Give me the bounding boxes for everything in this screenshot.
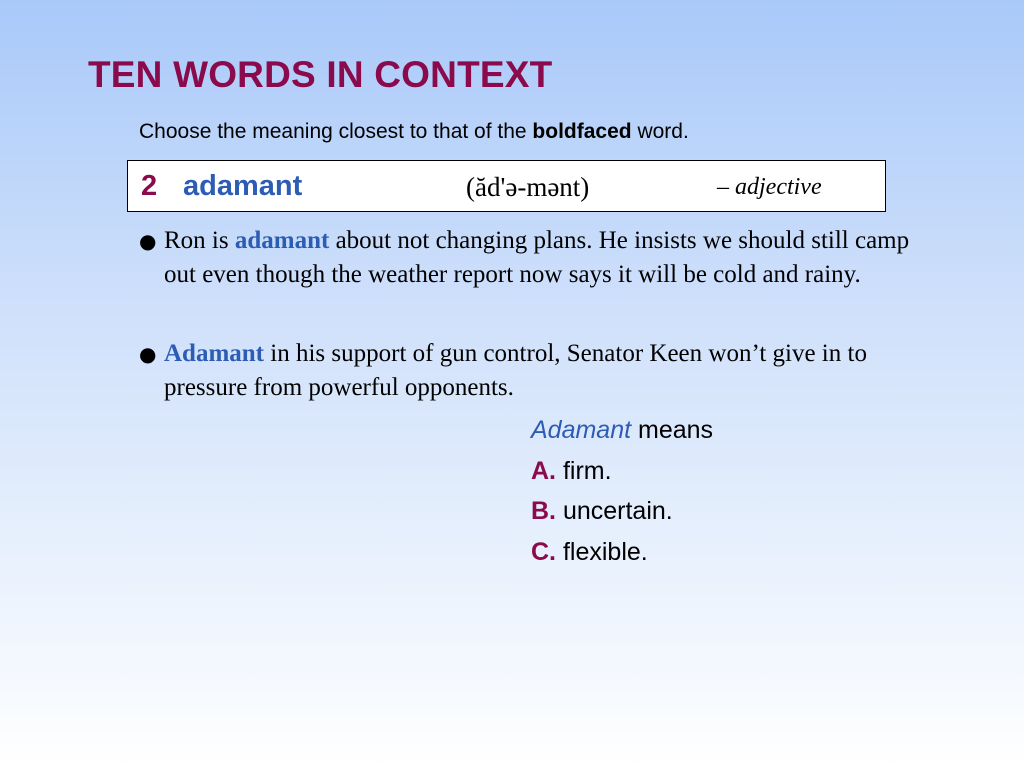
question-keyword: Adamant bbox=[531, 416, 632, 444]
answer-choices bbox=[531, 412, 713, 574]
option-c[interactable] bbox=[531, 534, 713, 575]
option-c-text: flexible. bbox=[562, 537, 648, 566]
word-term: adamant bbox=[183, 170, 303, 202]
option-c-letter: C. bbox=[531, 537, 556, 566]
example-1-after: about not changing plans. He insists we should still camp out even though the weather report now says it will be cold and rainy. bbox=[164, 227, 910, 288]
example-sentence-2 bbox=[139, 337, 919, 405]
question-text: means bbox=[631, 416, 714, 444]
bullet-icon: ● bbox=[139, 229, 157, 253]
word-part-of-speech: – adjective bbox=[717, 174, 822, 200]
option-a-text: firm. bbox=[562, 456, 612, 485]
instruction-suffix: word. bbox=[631, 120, 689, 143]
word-number: 2 bbox=[141, 170, 158, 202]
instruction-text bbox=[139, 119, 689, 144]
example-1-before: Ron is bbox=[164, 227, 235, 254]
example-sentence-1 bbox=[139, 224, 919, 292]
instruction-bold-word: boldfaced bbox=[532, 120, 632, 143]
example-1-text bbox=[164, 224, 919, 292]
instruction-prefix: Choose the meaning closest to that of the bbox=[139, 120, 533, 143]
vocabulary-word-box bbox=[127, 160, 886, 212]
word-pronunciation: (ăd'ə-mənt) bbox=[466, 172, 590, 202]
example-1-keyword: adamant bbox=[234, 227, 330, 254]
option-a[interactable] bbox=[531, 453, 713, 494]
option-b-letter: B. bbox=[531, 497, 556, 525]
example-2-text bbox=[164, 337, 919, 405]
option-b-text: uncertain. bbox=[562, 497, 673, 525]
example-2-keyword: Adamant bbox=[164, 340, 265, 367]
slide-title: TEN WORDS IN CONTEXT bbox=[88, 54, 553, 95]
bullet-icon: ● bbox=[139, 342, 157, 366]
question-prompt bbox=[531, 412, 713, 453]
option-a-letter: A. bbox=[531, 456, 556, 485]
example-2-after: in his support of gun control, Senator Keen won’t give in to pressure from powerful opponents. bbox=[164, 340, 867, 401]
option-b[interactable] bbox=[531, 493, 713, 534]
